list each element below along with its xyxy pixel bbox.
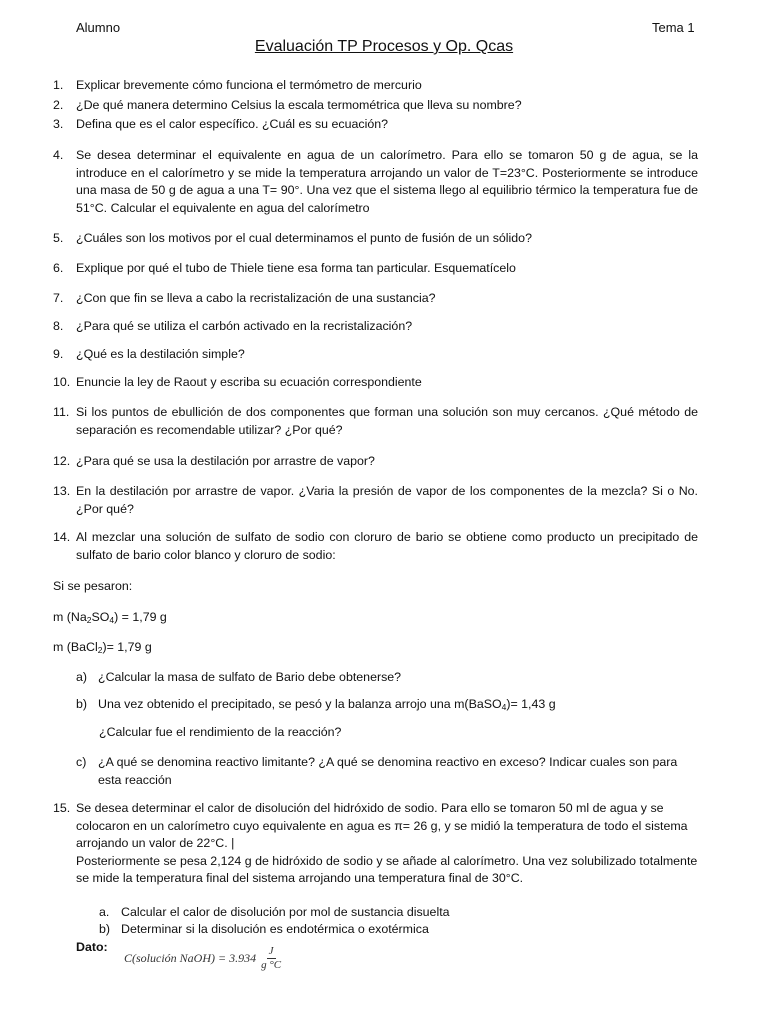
question-11 — [53, 404, 698, 439]
question-number: 12. — [53, 454, 71, 468]
question-text: ¿Cuáles son los motivos por el cual determinamos el punto de fusión de un sólido? — [76, 231, 532, 245]
mass-na2so4: m (Na2SO4) = 1,79 g — [53, 610, 167, 625]
question-text: Enuncie la ley de Raout y escriba su ecuación correspondiente — [76, 375, 422, 389]
question-text: Defina que es el calor específico. ¿Cuál es su ecuación? — [76, 117, 389, 131]
question-text: Se desea determinar el calor de disolución del hidróxido de sodio. Para ello se tomaron 50 ml de agua y se colocaron en un calorímetro cuyo equivalente en agua es π= 26 g, y se midió la temperatura de todo el sistema arrojando un valor de 22°C. | Posteriormente se pesa 2,124 g de hidróxido de sodio y se añade al calorímetro. Una vez solubilizado totalmente se mide la temperatura final del sistema arrojando una temperatura final de 30°C. — [76, 800, 698, 888]
formula-denominator: g °C — [261, 959, 282, 971]
question-text: ¿Qué es la destilación simple? — [76, 347, 245, 361]
subquestion-letter: c) — [76, 755, 87, 769]
question-number: 15. — [53, 801, 71, 815]
question-number: 5. — [53, 231, 64, 245]
question-3 — [53, 116, 698, 134]
subquestion-text: Determinar si la disolución es endotérmica o exotérmica — [121, 922, 429, 936]
subquestion-text: ¿Calcular la masa de sulfato de Bario debe obtenerse? — [98, 670, 402, 684]
page-title: Evaluación TP Procesos y Op. Qcas — [254, 38, 514, 55]
question-4 — [53, 147, 698, 217]
question-2 — [53, 97, 698, 115]
question-13 — [53, 483, 698, 518]
question-text: Explicar brevemente cómo funciona el termómetro de mercurio — [76, 78, 422, 92]
question-number: 6. — [53, 261, 64, 275]
question-5 — [53, 230, 698, 248]
question-15-continuation: Posteriormente se pesa 2,124 g de hidróxido de sodio y se añade al calorímetro. Una vez solubilizado totalmente se mide la temperatura final del sistema arrojando una temperatura final de 30°C. — [76, 853, 698, 886]
question-number: 2. — [53, 98, 64, 112]
question-number: 14. — [53, 530, 71, 544]
question-number: 4. — [53, 148, 64, 162]
specific-heat-formula — [124, 945, 281, 972]
question-number: 3. — [53, 117, 64, 131]
subquestion-14b — [76, 696, 698, 717]
topic-label: Tema 1 — [652, 20, 695, 35]
subquestion-text: Calcular el calor de disolución por mol de sustancia disuelta — [121, 905, 450, 919]
question-14 — [53, 529, 698, 564]
question-15 — [53, 800, 698, 888]
question-number: 1. — [53, 78, 64, 92]
formula-numerator: J — [268, 945, 274, 957]
question-number: 13. — [53, 484, 71, 498]
question-text: ¿Para qué se usa la destilación por arrastre de vapor? — [76, 454, 375, 468]
dato-label: Dato: — [76, 940, 108, 954]
question-text: Explique por qué el tubo de Thiele tiene esa forma tan particular. Esquematícelo — [76, 261, 516, 275]
question-1 — [53, 77, 698, 95]
question-text: ¿Con que fin se lleva a cabo la recristalización de una sustancia? — [76, 291, 436, 305]
subquestion-letter: a. — [99, 905, 110, 919]
subquestion-15b — [99, 921, 698, 939]
mass-bacl2: m (BaCl2)= 1,79 g — [53, 640, 152, 655]
question-text: Se desea determinar el equivalente en agua de un calorímetro. Para ello se tomaron 50 g de agua, se la introduce en el calorímetro y se mide la temperatura arrojando un valor de T=23°C. Posteriormente se introduce una masa de 50 g de agua a una T= 90°. Una vez que el sistema llego al equilibrio térmico la temperatura fue de 51°C. Calcular el equivalente en agua del calorímetro — [76, 148, 698, 215]
student-label: Alumno — [76, 20, 121, 35]
subquestion-text: Una vez obtenido el precipitado, se pesó y la balanza arrojo una m(BaSO4)= 1,43 g — [98, 697, 556, 712]
question-7 — [53, 290, 698, 308]
subquestion-15a — [99, 904, 698, 922]
question-12 — [53, 453, 698, 471]
question-9 — [53, 346, 698, 364]
question-number: 7. — [53, 291, 64, 305]
question-10 — [53, 374, 698, 392]
question-text: Al mezclar una solución de sulfato de sodio con cloruro de bario se obtiene como producto un precipitado de sulfato de bario color blanco y cloruro de sodio: — [76, 530, 698, 562]
subquestion-letter: b) — [76, 697, 88, 711]
question-text: ¿De qué manera determino Celsius la escala termométrica que lleva su nombre? — [76, 98, 522, 112]
subquestion-14c — [76, 754, 698, 789]
question-number: 10. — [53, 375, 71, 389]
subquestion-14b-continuation: ¿Calcular fue el rendimiento de la reacción? — [99, 725, 342, 739]
subquestion-letter: a) — [76, 670, 88, 684]
question-number: 11. — [53, 405, 70, 419]
question-number: 9. — [53, 347, 64, 361]
subquestion-letter: b) — [99, 922, 111, 936]
question-6 — [53, 260, 698, 278]
subquestion-14a — [76, 669, 698, 687]
question-text: Si los puntos de ebullición de dos componentes que forman una solución son muy cercanos. ¿Qué método de separación es recomendable utilizar? ¿Por qué? — [76, 405, 698, 437]
question-number: 8. — [53, 319, 64, 333]
formula-lhs: C(solución NaOH) = 3.934 — [124, 951, 257, 965]
question-text: En la destilación por arrastre de vapor. ¿Varia la presión de vapor de los componentes de la mezcla? Si o No. ¿Por qué? — [76, 484, 698, 516]
weighed-label: Si se pesaron: — [53, 579, 133, 593]
question-8 — [53, 318, 698, 336]
question-text: ¿Para qué se utiliza el carbón activado en la recristalización? — [76, 319, 413, 333]
subquestion-text: ¿A qué se denomina reactivo limitante? ¿A qué se denomina reactivo en exceso? Indicar cuales son para esta reacción — [98, 755, 678, 787]
formula-units — [261, 945, 281, 972]
